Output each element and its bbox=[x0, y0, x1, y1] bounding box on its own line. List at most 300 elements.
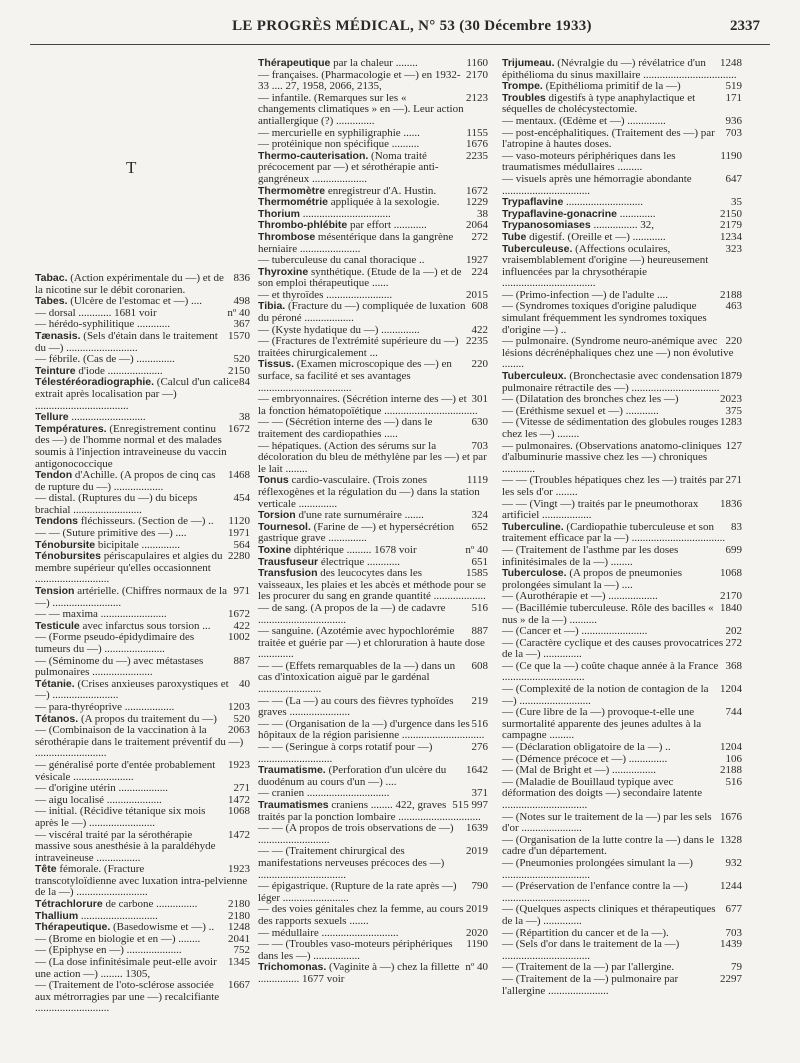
entry-keyword: Transfusion bbox=[258, 567, 318, 580]
entry-keyword: Tendons bbox=[35, 515, 78, 528]
entry-keyword: Trompe. bbox=[502, 80, 543, 93]
entry-text: — d'origine utérin .................. bbox=[35, 782, 169, 795]
entry-page-ref: 752 bbox=[233, 944, 250, 957]
entry-text: périscapulaires et algies du membre supérieur qu'elles occasionnent ........................... bbox=[35, 550, 223, 586]
entry-page-ref: 272 bbox=[471, 230, 488, 243]
entry-page-ref: 936 bbox=[725, 114, 742, 127]
entry-keyword: Traumatismes bbox=[258, 799, 329, 811]
section-letter: T bbox=[126, 158, 137, 177]
entry-page-ref: 932 bbox=[725, 856, 742, 869]
entry-page-ref: 375 bbox=[725, 404, 742, 417]
index-entry bbox=[502, 244, 742, 290]
entry-text: enregistreur d'A. Hustin. bbox=[325, 184, 437, 197]
index-entry bbox=[502, 835, 742, 858]
index-entry bbox=[502, 545, 742, 568]
index-entry bbox=[502, 174, 742, 197]
entry-text: — (Brome en biologie et en —) ........ bbox=[35, 932, 201, 945]
entry-page-ref: 1468 bbox=[228, 469, 250, 482]
entry-keyword: Tension bbox=[35, 585, 75, 598]
entry-text: — — (Troubles vaso-moteurs périphériques dans les —) ................. bbox=[258, 938, 453, 962]
entry-page-ref: 2179 bbox=[720, 219, 742, 232]
entry-page-ref: 220 bbox=[471, 358, 488, 371]
entry-page-ref: 463 bbox=[725, 300, 742, 313]
entry-page-ref: 2150 bbox=[720, 207, 742, 220]
entry-text: — sanguine. (Azotémie avec hypochlorémie traitée et guérie par —) et chloruration à haute dose ............. bbox=[258, 625, 485, 661]
index-entry bbox=[35, 331, 250, 354]
entry-page-ref: 2063 bbox=[228, 724, 250, 737]
entry-text: par la chaleur ........ bbox=[330, 57, 418, 69]
entry-page-ref: 1190 bbox=[720, 149, 742, 162]
entry-page-ref: 1570 bbox=[228, 329, 250, 342]
entry-keyword: Tétrachlorure bbox=[35, 898, 103, 911]
entry-text: (Enregistrement continu des —) de l'homme normal et des malades soumis à l'injection intraveineuse du vaccin antigonococcique bbox=[35, 422, 227, 470]
entry-text: par effort ............ bbox=[347, 219, 427, 232]
entry-text: — (Aurothérapie et —) .................. bbox=[502, 590, 658, 603]
index-entry bbox=[35, 725, 250, 760]
entry-page-ref: 272 bbox=[725, 636, 742, 649]
entry-page-ref: 887 bbox=[471, 625, 488, 638]
entry-text: — (Notes sur le traitement de la —) par les sels d'or ...................... bbox=[502, 810, 712, 835]
entry-page-ref: 2180 bbox=[228, 909, 250, 922]
entry-text: — — (Troubles hépatiques chez les —) traités par les sels d'or ........ bbox=[502, 474, 724, 498]
entry-keyword: Tétanos. bbox=[35, 712, 79, 725]
index-entry bbox=[258, 417, 488, 440]
entry-page-ref: 422 bbox=[233, 619, 250, 632]
index-entry bbox=[258, 522, 488, 545]
entry-page-ref: 520 bbox=[233, 712, 250, 725]
entry-text: avec infarctus sous torsion ... bbox=[79, 619, 211, 632]
entry-keyword: Tibia. bbox=[258, 300, 286, 313]
index-entry bbox=[502, 603, 742, 626]
entry-keyword: Thermométrie bbox=[258, 196, 329, 209]
index-entry bbox=[258, 93, 488, 128]
index-entry bbox=[35, 551, 250, 586]
entry-page-ref: 647 bbox=[725, 172, 742, 185]
index-column-1 bbox=[35, 273, 250, 1015]
entry-text: — (Quelques aspects cliniques et thérapeutiques de la —) .............. bbox=[502, 903, 716, 927]
entry-page-ref: 2297 bbox=[720, 972, 742, 985]
entry-text: (A propos de pneumonies prolongées simulant la —) .... bbox=[502, 567, 683, 591]
entry-page-ref: 1155 bbox=[466, 126, 488, 139]
header-rule bbox=[30, 44, 770, 45]
entry-text: — — (Suture primitive des —) .... bbox=[35, 527, 187, 540]
entry-text: — protéinique non spécifique .......... bbox=[258, 138, 420, 151]
entry-keyword: Tellure bbox=[35, 411, 69, 424]
entry-keyword: Tube bbox=[502, 230, 527, 243]
entry-page-ref: 652 bbox=[471, 520, 488, 533]
entry-text: (Examen microscopique des —) en surface, sa facilité et ses avantages .................................. bbox=[258, 358, 452, 394]
entry-keyword: Thérapeutique bbox=[258, 57, 331, 69]
entry-page-ref: 1672 bbox=[466, 184, 488, 197]
entry-text: — (Combinaison de la vaccination à la sérothérapie dans le traitement préventif du —) .......................... bbox=[35, 724, 244, 760]
entry-page-ref: 371 bbox=[471, 787, 488, 800]
entry-page-ref: 2019 bbox=[466, 903, 488, 916]
entry-keyword: Toxine bbox=[258, 543, 292, 556]
entry-page-ref: 2235 bbox=[466, 335, 488, 348]
entry-text: — — (Seringue à corps rotatif pour —) ........................... bbox=[258, 741, 433, 765]
entry-keyword: Ténobursite bbox=[35, 538, 96, 551]
entry-text: — (Epiphyse en —) .................... bbox=[35, 944, 182, 957]
entry-text: — — (Traitement chirurgical des manifestations nerveuses précoces des —) ................................ bbox=[258, 845, 445, 881]
entry-page-ref: 887 bbox=[233, 654, 250, 667]
entry-text: électrique ............ bbox=[318, 555, 400, 568]
entry-text: — (Préservation de l'enfance contre la —) ................................ bbox=[502, 880, 688, 904]
entry-page-ref: 1068 bbox=[228, 805, 250, 818]
index-entry bbox=[502, 904, 742, 927]
entry-text: — fébrile. (Cas de —) .............. bbox=[35, 353, 175, 366]
entry-page-ref: 744 bbox=[725, 706, 742, 719]
entry-text: (Farine de —) et hypersécrétion gastrique grave .............. bbox=[258, 520, 455, 545]
index-entry bbox=[258, 394, 488, 417]
entry-text: — hérédo-syphilitique ............ bbox=[35, 318, 171, 331]
index-entry bbox=[258, 301, 488, 324]
entry-page-ref: 651 bbox=[471, 555, 488, 568]
entry-page-ref: 79 bbox=[731, 961, 742, 974]
index-entry bbox=[502, 812, 742, 835]
entry-text: — (La dose infinitésimale peut-elle avoir une action —) ........ 1305, bbox=[35, 956, 217, 980]
entry-text: — dorsal ............ 1681 voir bbox=[35, 306, 157, 319]
entry-page-ref: 2235 bbox=[466, 149, 488, 162]
entry-text: ............. bbox=[616, 207, 656, 220]
entry-page-ref: 1190 bbox=[466, 938, 488, 951]
index-entry bbox=[258, 70, 488, 93]
entry-text: bicipitale .............. bbox=[95, 538, 181, 551]
entry-page-ref: 301 bbox=[471, 393, 488, 406]
entry-keyword: Thorium bbox=[258, 207, 300, 220]
index-entry bbox=[258, 939, 488, 962]
entry-text: — (Pneumonies prolongées simulant la —) ................................ bbox=[502, 856, 693, 881]
entry-page-ref: nº 40 bbox=[227, 306, 250, 319]
entry-text: — (Dilatation des bronches chez les —) bbox=[502, 393, 679, 406]
entry-text: — tuberculeuse du canal thoracique .. bbox=[258, 254, 425, 267]
entry-text: ............................ bbox=[78, 909, 158, 922]
entry-text: — — (La —) au cours des fièvres typhoïdes graves ...................... bbox=[258, 694, 454, 719]
entry-page-ref: 40 bbox=[239, 677, 250, 690]
index-entry bbox=[502, 661, 742, 684]
entry-text: — généralisé porte d'entée probablement vésicale ...................... bbox=[35, 758, 216, 783]
entry-keyword: Trausfuseur bbox=[258, 555, 319, 568]
entry-keyword: Thermomètre bbox=[258, 184, 326, 197]
index-entry bbox=[258, 475, 488, 510]
entry-page-ref: 106 bbox=[725, 752, 742, 765]
entry-text: fléchisseurs. (Section de —) .. bbox=[77, 515, 214, 528]
index-entry bbox=[35, 830, 250, 865]
entry-text: — (Kyste hydatique du —) .............. bbox=[258, 323, 420, 336]
index-entry bbox=[258, 626, 488, 661]
entry-text: — distal. (Ruptures du —) du biceps brachial ......................... bbox=[35, 492, 198, 516]
entry-keyword: Trypaflavine bbox=[502, 196, 564, 209]
entry-page-ref: 2015 bbox=[466, 288, 488, 301]
entry-text: — visuels après une hémorragie abondante ................................ bbox=[502, 172, 692, 197]
entry-keyword: Tuberculeux. bbox=[502, 370, 567, 383]
entry-page-ref: 38 bbox=[477, 207, 488, 220]
entry-page-ref: 971 bbox=[233, 585, 250, 598]
entry-text: (Ulcère de l'estomac et —) .... bbox=[67, 295, 203, 308]
entry-text: (Vaginite à —) chez la fillette ............... 1677 voir bbox=[258, 961, 460, 985]
entry-text: — cranien .............................. bbox=[258, 787, 390, 800]
entry-text: — (Fractures de l'extrémité supérieure du —) traitées chirurgicalement ... bbox=[258, 335, 459, 359]
index-entry bbox=[258, 267, 488, 290]
entry-page-ref: 790 bbox=[471, 880, 488, 893]
entry-page-ref: 2150 bbox=[228, 364, 250, 377]
entry-page-ref: 516 bbox=[471, 601, 488, 614]
entry-page-ref: 1248 bbox=[228, 921, 250, 934]
index-entry bbox=[35, 806, 250, 829]
index-entry bbox=[35, 493, 250, 516]
index-entry bbox=[258, 232, 488, 255]
entry-page-ref: 1472 bbox=[228, 793, 250, 806]
entry-keyword: Tuberculeuse. bbox=[502, 242, 573, 255]
entry-page-ref: 608 bbox=[471, 300, 488, 313]
entry-page-ref: 83 bbox=[731, 520, 742, 533]
entry-keyword: Thrombose bbox=[258, 230, 316, 243]
entry-text: — (Caractère cyclique et des causes provocatrices de la —) .............. bbox=[502, 636, 724, 661]
entry-page-ref: 35 bbox=[731, 196, 742, 209]
index-entry bbox=[35, 273, 250, 296]
index-entry bbox=[502, 417, 742, 440]
entry-page-ref: 630 bbox=[471, 416, 488, 429]
entry-text: — — (Organisation de la —) d'urgence dans les hôpitaux de la région parisienne .............................. bbox=[258, 717, 485, 742]
entry-page-ref: 219 bbox=[471, 694, 488, 707]
entry-page-ref: 1068 bbox=[720, 567, 742, 580]
entry-text: — initial. (Récidive tétanique six mois après le —) ........................ bbox=[35, 805, 206, 829]
entry-keyword: Télestéréoradiographie. bbox=[35, 376, 155, 389]
entry-keyword: Thyroxine bbox=[258, 265, 309, 278]
entry-page-ref: 220 bbox=[725, 335, 742, 348]
entry-text: — (Cancer et —) ........................ bbox=[502, 625, 648, 638]
entry-keyword: Tendon bbox=[35, 469, 73, 482]
journal-title: LE PROGRÈS MÉDICAL, N° 53 (30 Décembre 1933) bbox=[232, 18, 592, 34]
index-entry bbox=[502, 58, 742, 81]
entry-page-ref: 2123 bbox=[466, 91, 488, 104]
index-entry bbox=[502, 881, 742, 904]
entry-page-ref: 1585 bbox=[466, 567, 488, 580]
entry-keyword: Trichomonas. bbox=[258, 961, 327, 974]
entry-keyword: Trypaflavine-gonacrine bbox=[502, 207, 617, 220]
entry-text: des leucocytes dans les vaisseaux, les plaies et les abcès et méthode pour se les procurer du sang en grande quantité ................... bbox=[258, 567, 486, 603]
entry-keyword: Trypanosomiases bbox=[502, 219, 591, 232]
entry-text: — — (Sécrétion interne des —) dans le traitement des cardiopathies ..... bbox=[258, 416, 433, 440]
entry-text: — (Démence précoce et —) .............. bbox=[502, 752, 668, 765]
entry-text: — hépatiques. (Action des sérums sur la décoloration du bleu de méthylène par les —) et par le lait ........ bbox=[258, 439, 487, 475]
entry-text: (Cardiopathie tuberculeuse et son traitement efficace par la —) .................................. bbox=[502, 520, 726, 545]
index-entry bbox=[502, 128, 742, 151]
page-header bbox=[0, 18, 800, 42]
index-entry bbox=[35, 864, 250, 899]
entry-text: — (Eréthisme sexuel et —) ............ bbox=[502, 404, 659, 417]
entry-text: — mentaux. (Œdème et —) .............. bbox=[502, 114, 666, 127]
entry-text: — (Cure libre de la —) provoque-t-elle une surmortalité apparente des jeunes adultes à la campagne ......... bbox=[502, 706, 702, 742]
entry-text: ........................... bbox=[68, 411, 146, 424]
entry-text: — (Primo-infection —) de l'adulte .... bbox=[502, 288, 669, 301]
entry-page-ref: 1672 bbox=[228, 608, 250, 621]
entry-text: fémorale. (Fracture transcotyloïdienne avec luxation intra-pelvienne de la —) .......................... bbox=[35, 863, 248, 899]
entry-keyword: Tournesol. bbox=[258, 520, 311, 533]
index-entry bbox=[502, 336, 742, 371]
entry-text: — (Vitesse de sédimentation des globules rouges chez les —) ........ bbox=[502, 416, 719, 440]
entry-text: — (Complexité de la notion de contagion de la —) .......................... bbox=[502, 683, 709, 707]
entry-keyword: Thallium bbox=[35, 909, 79, 922]
entry-page-ref: 703 bbox=[725, 126, 742, 139]
entry-text: — (Maladie de Bouillaud typique avec déformation des doigts —) secondaire latente ............................... bbox=[502, 775, 703, 811]
entry-page-ref: 202 bbox=[725, 625, 742, 638]
entry-text: — épigastrique. (Rupture de la rate après —) léger ........................ bbox=[258, 880, 457, 904]
entry-text: — mercurielle en syphiligraphie ...... bbox=[258, 126, 420, 139]
index-entry bbox=[502, 475, 742, 498]
index-entry bbox=[502, 777, 742, 812]
index-entry bbox=[258, 765, 488, 788]
entry-keyword: Thrombo-phlébite bbox=[258, 219, 348, 232]
entry-text: digestifs à type anaphylactique et séquelles de cholécystectomie. bbox=[502, 91, 696, 116]
index-entry bbox=[258, 336, 488, 359]
entry-text: — viscéral traité par la sérothérapie massive sous anesthésie à la paraldéhyde intraveineuse ................ bbox=[35, 828, 216, 864]
entry-page-ref: 1204 bbox=[720, 683, 742, 696]
entry-page-ref: 1639 bbox=[466, 822, 488, 835]
entry-text: appliquée à la sexologie. bbox=[328, 196, 440, 209]
entry-text: (A propos du traitement du —) bbox=[78, 712, 217, 725]
entry-page-ref: 2041 bbox=[228, 932, 250, 945]
index-column-3 bbox=[502, 58, 742, 997]
entry-text: synthétique. (Etude de la —) et de son emploi thérapeutique ...... bbox=[258, 265, 462, 290]
index-entry bbox=[502, 707, 742, 742]
index-entry bbox=[35, 377, 250, 412]
entry-keyword: Tête bbox=[35, 863, 57, 876]
entry-text: — — (Vingt —) traités par le pneumothorax artificiel .................. bbox=[502, 497, 699, 522]
index-entry bbox=[502, 301, 742, 336]
entry-page-ref: 1229 bbox=[466, 196, 488, 209]
index-entry bbox=[35, 470, 250, 493]
entry-keyword: Tuberculine. bbox=[502, 520, 564, 533]
entry-keyword: Tétanie. bbox=[35, 677, 75, 690]
entry-text: ................ 32, bbox=[590, 219, 654, 232]
entry-text: — françaises. (Pharmacologie et —) en 1932-33 .... 27, 1958, 2066, 2135, bbox=[258, 68, 461, 93]
index-entry bbox=[502, 522, 742, 545]
entry-page-ref: 271 bbox=[233, 782, 250, 795]
entry-page-ref: 2188 bbox=[720, 288, 742, 301]
index-entry bbox=[258, 719, 488, 742]
index-entry bbox=[258, 742, 488, 765]
entry-text: (Noma traité précocement par —) et sérothérapie anti-gangréneux .................... bbox=[258, 149, 439, 185]
entry-keyword: Tonus bbox=[258, 474, 289, 487]
entry-text: — médullaire ............................ bbox=[258, 926, 399, 939]
entry-page-ref: 519 bbox=[725, 80, 742, 93]
entry-page-ref: 323 bbox=[725, 242, 742, 255]
entry-text: — (Organisation de la lutte contre la —) dans le cadre d'un département. bbox=[502, 833, 715, 858]
entry-page-ref: 84 bbox=[239, 376, 250, 389]
entry-page-ref: 703 bbox=[725, 926, 742, 939]
entry-page-ref: 454 bbox=[233, 492, 250, 505]
entry-text: — (Déclaration obligatoire de la —) .. bbox=[502, 741, 671, 754]
entry-text: (Perforation d'un ulcère du duodénum au cours d'un —) .... bbox=[258, 764, 447, 788]
entry-page-ref: 1472 bbox=[228, 828, 250, 841]
entry-text: — — (A propos de trois observations de —) .......................... bbox=[258, 822, 454, 846]
entry-text: — (Traitement de l'oto-sclérose associée aux métrorragies par une —) recalcifiante ........................... bbox=[35, 979, 220, 1015]
entry-text: (Action expérimentale du —) et de la nicotine sur le débit coronarien. bbox=[35, 272, 224, 296]
entry-page-ref: 368 bbox=[725, 659, 742, 672]
entry-page-ref: 1234 bbox=[720, 230, 742, 243]
entry-text: d'Achille. (A propos de cinq cas de rupture du —) .................. bbox=[35, 469, 216, 493]
entry-page-ref: 324 bbox=[471, 509, 488, 522]
entry-page-ref: 498 bbox=[233, 295, 250, 308]
entry-text: — aigu localisé .................... bbox=[35, 793, 162, 806]
entry-page-ref: nº 40 bbox=[465, 543, 488, 556]
entry-page-ref: 1971 bbox=[228, 527, 250, 540]
entry-text: de carbone ............... bbox=[102, 898, 198, 911]
entry-page-ref: 1923 bbox=[228, 758, 250, 771]
index-entry bbox=[258, 846, 488, 881]
index-entry bbox=[35, 760, 250, 783]
entry-keyword: Tissus. bbox=[258, 358, 294, 371]
entry-text: (Basedowisme et —) .. bbox=[110, 921, 215, 934]
entry-text: — des voies génitales chez la femme, au cours des rapports sexuels ....... bbox=[258, 903, 464, 927]
entry-page-ref: 422 bbox=[471, 323, 488, 336]
entry-page-ref: 1119 bbox=[466, 474, 488, 487]
entry-page-ref: 1676 bbox=[720, 810, 742, 823]
entry-keyword: Troubles bbox=[502, 91, 546, 104]
entry-page-ref: 699 bbox=[725, 543, 742, 556]
entry-text: cardio-vasculaire. (Trois zones réflexogènes et la régulation du —) dans la station verticale .............. bbox=[258, 474, 480, 510]
entry-page-ref: 2188 bbox=[720, 764, 742, 777]
index-column-2 bbox=[258, 58, 488, 986]
entry-page-ref: 1204 bbox=[720, 741, 742, 754]
entry-page-ref: 171 bbox=[725, 91, 742, 104]
index-entry bbox=[258, 661, 488, 696]
entry-page-ref: 516 bbox=[725, 775, 742, 788]
entry-page-ref: 276 bbox=[471, 741, 488, 754]
entry-text: (Epithélioma primitif de la —) bbox=[542, 80, 681, 93]
index-entry bbox=[35, 980, 250, 1015]
index-entry bbox=[35, 586, 250, 609]
entry-text: (Calcul d'un calice extrait après localisation par —) .................................. bbox=[35, 376, 239, 412]
entry-text: — de sang. (A propos de la —) de cadavre ................................ bbox=[258, 601, 446, 626]
entry-page-ref: 1879 bbox=[720, 370, 742, 383]
entry-text: — pulmonaires. (Observations anatomo-cliniques d'albuminurie massive chez les —) chroniques ............ bbox=[502, 439, 722, 475]
entry-page-ref: 1160 bbox=[466, 57, 488, 69]
entry-keyword: Trijumeau. bbox=[502, 57, 555, 69]
entry-page-ref: 608 bbox=[471, 659, 488, 672]
index-entry bbox=[258, 151, 488, 186]
entry-page-ref: 1328 bbox=[720, 833, 742, 846]
entry-text: — (Traitement de l'asthme par les doses infinitésimales de la —) ........ bbox=[502, 543, 679, 568]
entry-keyword: Torsion bbox=[258, 509, 296, 522]
entry-text: — (Séminome du —) avec métastases pulmonaires ...................... bbox=[35, 654, 204, 679]
index-entry bbox=[258, 904, 488, 927]
entry-text: — para-thyréoprive .................. bbox=[35, 700, 175, 713]
index-entry bbox=[258, 823, 488, 846]
entry-page-ref: 1283 bbox=[720, 416, 742, 429]
entry-keyword: Tænasis. bbox=[35, 329, 81, 342]
index-entry bbox=[258, 603, 488, 626]
entry-page-ref: 1244 bbox=[720, 880, 742, 893]
entry-text: mésentérique dans la gangrène herniaire ...................... bbox=[258, 230, 454, 255]
entry-keyword: Tuberculose. bbox=[502, 567, 567, 580]
index-entry bbox=[502, 499, 742, 522]
entry-text: artérielle. (Chiffres normaux de la —) ......................... bbox=[35, 585, 227, 609]
entry-text: — vaso-moteurs périphériques dans les traumatismes médullaires ......... bbox=[502, 149, 676, 174]
entry-page-ref: 1002 bbox=[228, 631, 250, 644]
entry-page-ref: 836 bbox=[233, 272, 250, 284]
entry-page-ref: 2170 bbox=[466, 68, 488, 81]
index-entry bbox=[258, 359, 488, 394]
entry-page-ref: 516 bbox=[471, 717, 488, 730]
entry-text: digestif. (Oreille et —) ............ bbox=[526, 230, 666, 243]
entry-page-ref: 703 bbox=[471, 439, 488, 452]
entry-text: — (Traitement de la —) pulmonaire par l'allergine ...................... bbox=[502, 972, 679, 997]
entry-text: — (Forme pseudo-épidydimaire des tumeurs du —) ...................... bbox=[35, 631, 195, 655]
entry-keyword: Températures. bbox=[35, 422, 107, 435]
index-entry bbox=[502, 441, 742, 476]
entry-page-ref: 1248 bbox=[720, 57, 742, 69]
